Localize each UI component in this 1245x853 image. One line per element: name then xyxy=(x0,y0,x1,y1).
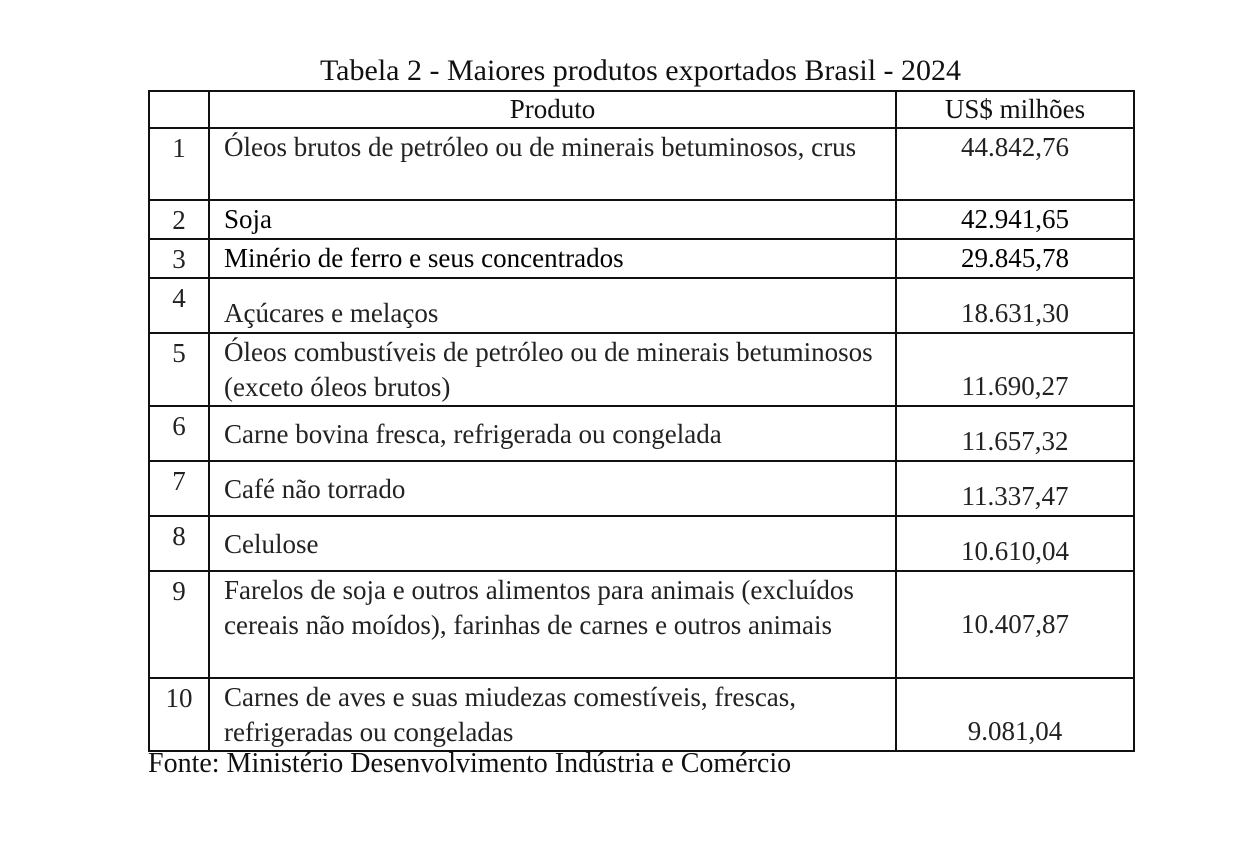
product-cell: Café não torrado xyxy=(209,461,896,516)
exports-table xyxy=(148,90,1135,752)
value-cell: 44.842,76 xyxy=(896,128,1134,200)
value-cell: 9.081,04 xyxy=(896,678,1134,751)
value-cell: 10.610,04 xyxy=(896,516,1134,571)
product-cell: Farelos de soja e outros alimentos para animais (excluídos cereais não moídos), farinhas de carnes e outros animais xyxy=(209,571,896,678)
table-header-row xyxy=(149,91,1134,128)
table-row xyxy=(149,461,1134,516)
rank-cell: 1 xyxy=(149,128,209,200)
product-cell: Soja xyxy=(209,200,896,239)
product-cell: Óleos combustíveis de petróleo ou de minerais betuminosos (exceto óleos brutos) xyxy=(209,333,896,406)
product-cell: Celulose xyxy=(209,516,896,571)
product-cell: Açúcares e melaços xyxy=(209,278,896,333)
product-cell: Carnes de aves e suas miudezas comestíveis, frescas, refrigeradas ou congeladas xyxy=(209,678,896,751)
rank-cell: 4 xyxy=(149,278,209,333)
table-row xyxy=(149,200,1134,239)
table-row xyxy=(149,571,1134,678)
table-row xyxy=(149,406,1134,461)
product-cell: Carne bovina fresca, refrigerada ou congelada xyxy=(209,406,896,461)
source-note: Fonte: Ministério Desenvolvimento Indústria e Comércio xyxy=(148,748,792,779)
rank-cell: 8 xyxy=(149,516,209,571)
table-row xyxy=(149,128,1134,200)
rank-cell: 5 xyxy=(149,333,209,406)
rank-cell: 10 xyxy=(149,678,209,751)
table-row xyxy=(149,239,1134,278)
rank-cell: 9 xyxy=(149,571,209,678)
header-value: US$ milhões xyxy=(896,91,1134,128)
table-row xyxy=(149,333,1134,406)
product-cell: Minério de ferro e seus concentrados xyxy=(209,239,896,278)
table-row xyxy=(149,678,1134,751)
value-cell: 11.690,27 xyxy=(896,333,1134,406)
table-title: Tabela 2 - Maiores produtos exportados Brasil - 2024 xyxy=(319,54,962,87)
value-cell: 29.845,78 xyxy=(896,239,1134,278)
rank-cell: 7 xyxy=(149,461,209,516)
value-cell: 18.631,30 xyxy=(896,278,1134,333)
header-rank xyxy=(149,91,209,128)
value-cell: 11.657,32 xyxy=(896,406,1134,461)
rank-cell: 6 xyxy=(149,406,209,461)
table-row xyxy=(149,516,1134,571)
rank-cell: 3 xyxy=(149,239,209,278)
value-cell: 42.941,65 xyxy=(896,200,1134,239)
table-row xyxy=(149,278,1134,333)
rank-cell: 2 xyxy=(149,200,209,239)
header-product: Produto xyxy=(209,91,896,128)
value-cell: 11.337,47 xyxy=(896,461,1134,516)
product-cell: Óleos brutos de petróleo ou de minerais betuminosos, crus xyxy=(209,128,896,200)
value-cell: 10.407,87 xyxy=(896,571,1134,678)
